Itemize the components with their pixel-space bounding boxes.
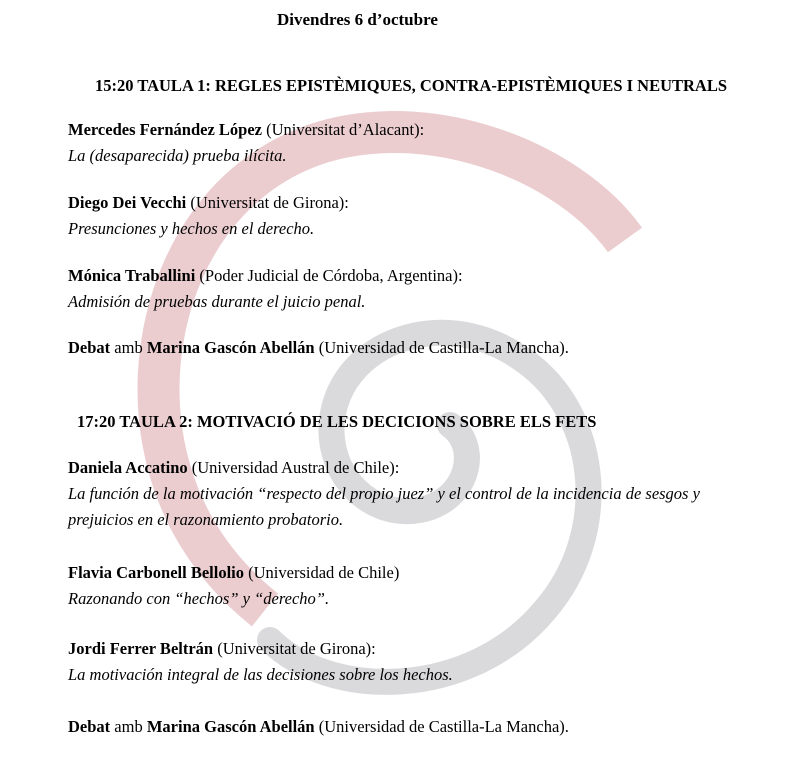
talk-entry (68, 117, 768, 169)
talk-title: Presunciones y hechos en el derecho. (68, 219, 315, 238)
session-title-taula-1: 15:20 TAULA 1: REGLES EPISTÈMIQUES, CONTRA-EPISTÈMIQUES I NEUTRALS (95, 76, 728, 95)
talk-title: Razonando con “hechos” y “derecho”. (68, 589, 330, 608)
moderator-name: Marina Gascón Abellán (146, 338, 315, 357)
talk-entry (68, 263, 768, 315)
talk-title: Admisión de pruebas durante el juicio penal. (68, 292, 366, 311)
speaker-affiliation: (Universidad Austral de Chile): (187, 458, 400, 477)
talk-entry (68, 560, 768, 612)
debate-connector: amb (110, 717, 147, 736)
speaker-affiliation: (Universitat de Girona): (186, 193, 349, 212)
speaker-affiliation: (Universidad de Chile) (244, 563, 400, 582)
moderator-name: Marina Gascón Abellán (146, 717, 315, 736)
speaker-name: Diego Dei Vecchi (68, 193, 187, 212)
talk-title: La (desaparecida) prueba ilícita. (68, 146, 287, 165)
day-title: Divendres 6 d’octubre (277, 10, 438, 29)
talk-title: La motivación integral de las decisiones sobre los hechos. (68, 665, 453, 684)
debate-label: Debat (68, 717, 111, 736)
moderator-affiliation: (Universidad de Castilla-La Mancha). (314, 717, 569, 736)
speaker-name: Mercedes Fernández López (68, 120, 262, 139)
debate-line (68, 714, 768, 740)
debate-label: Debat (68, 338, 111, 357)
speaker-name: Jordi Ferrer Beltrán (68, 639, 214, 658)
talk-entry (68, 455, 768, 533)
debate-connector: amb (110, 338, 147, 357)
moderator-affiliation: (Universidad de Castilla-La Mancha). (314, 338, 569, 357)
speaker-name: Daniela Accatino (68, 458, 188, 477)
speaker-affiliation: (Universitat de Girona): (213, 639, 376, 658)
debate-line (68, 335, 768, 361)
session-title-taula-2: 17:20 TAULA 2: MOTIVACIÓ DE LES DECICIONS SOBRE ELS FETS (77, 412, 597, 431)
talk-entry (68, 190, 768, 242)
speaker-name: Flavia Carbonell Bellolio (68, 563, 244, 582)
speaker-affiliation: (Universitat d’Alacant): (261, 120, 425, 139)
speaker-affiliation: (Poder Judicial de Córdoba, Argentina): (195, 266, 463, 285)
speaker-name: Mónica Traballini (68, 266, 196, 285)
talk-entry (68, 636, 768, 688)
talk-title: La función de la motivación “respecto del propio juez” y el control de la incidencia de sesgos y prejuicios en el razonamiento probatorio. (68, 484, 700, 529)
